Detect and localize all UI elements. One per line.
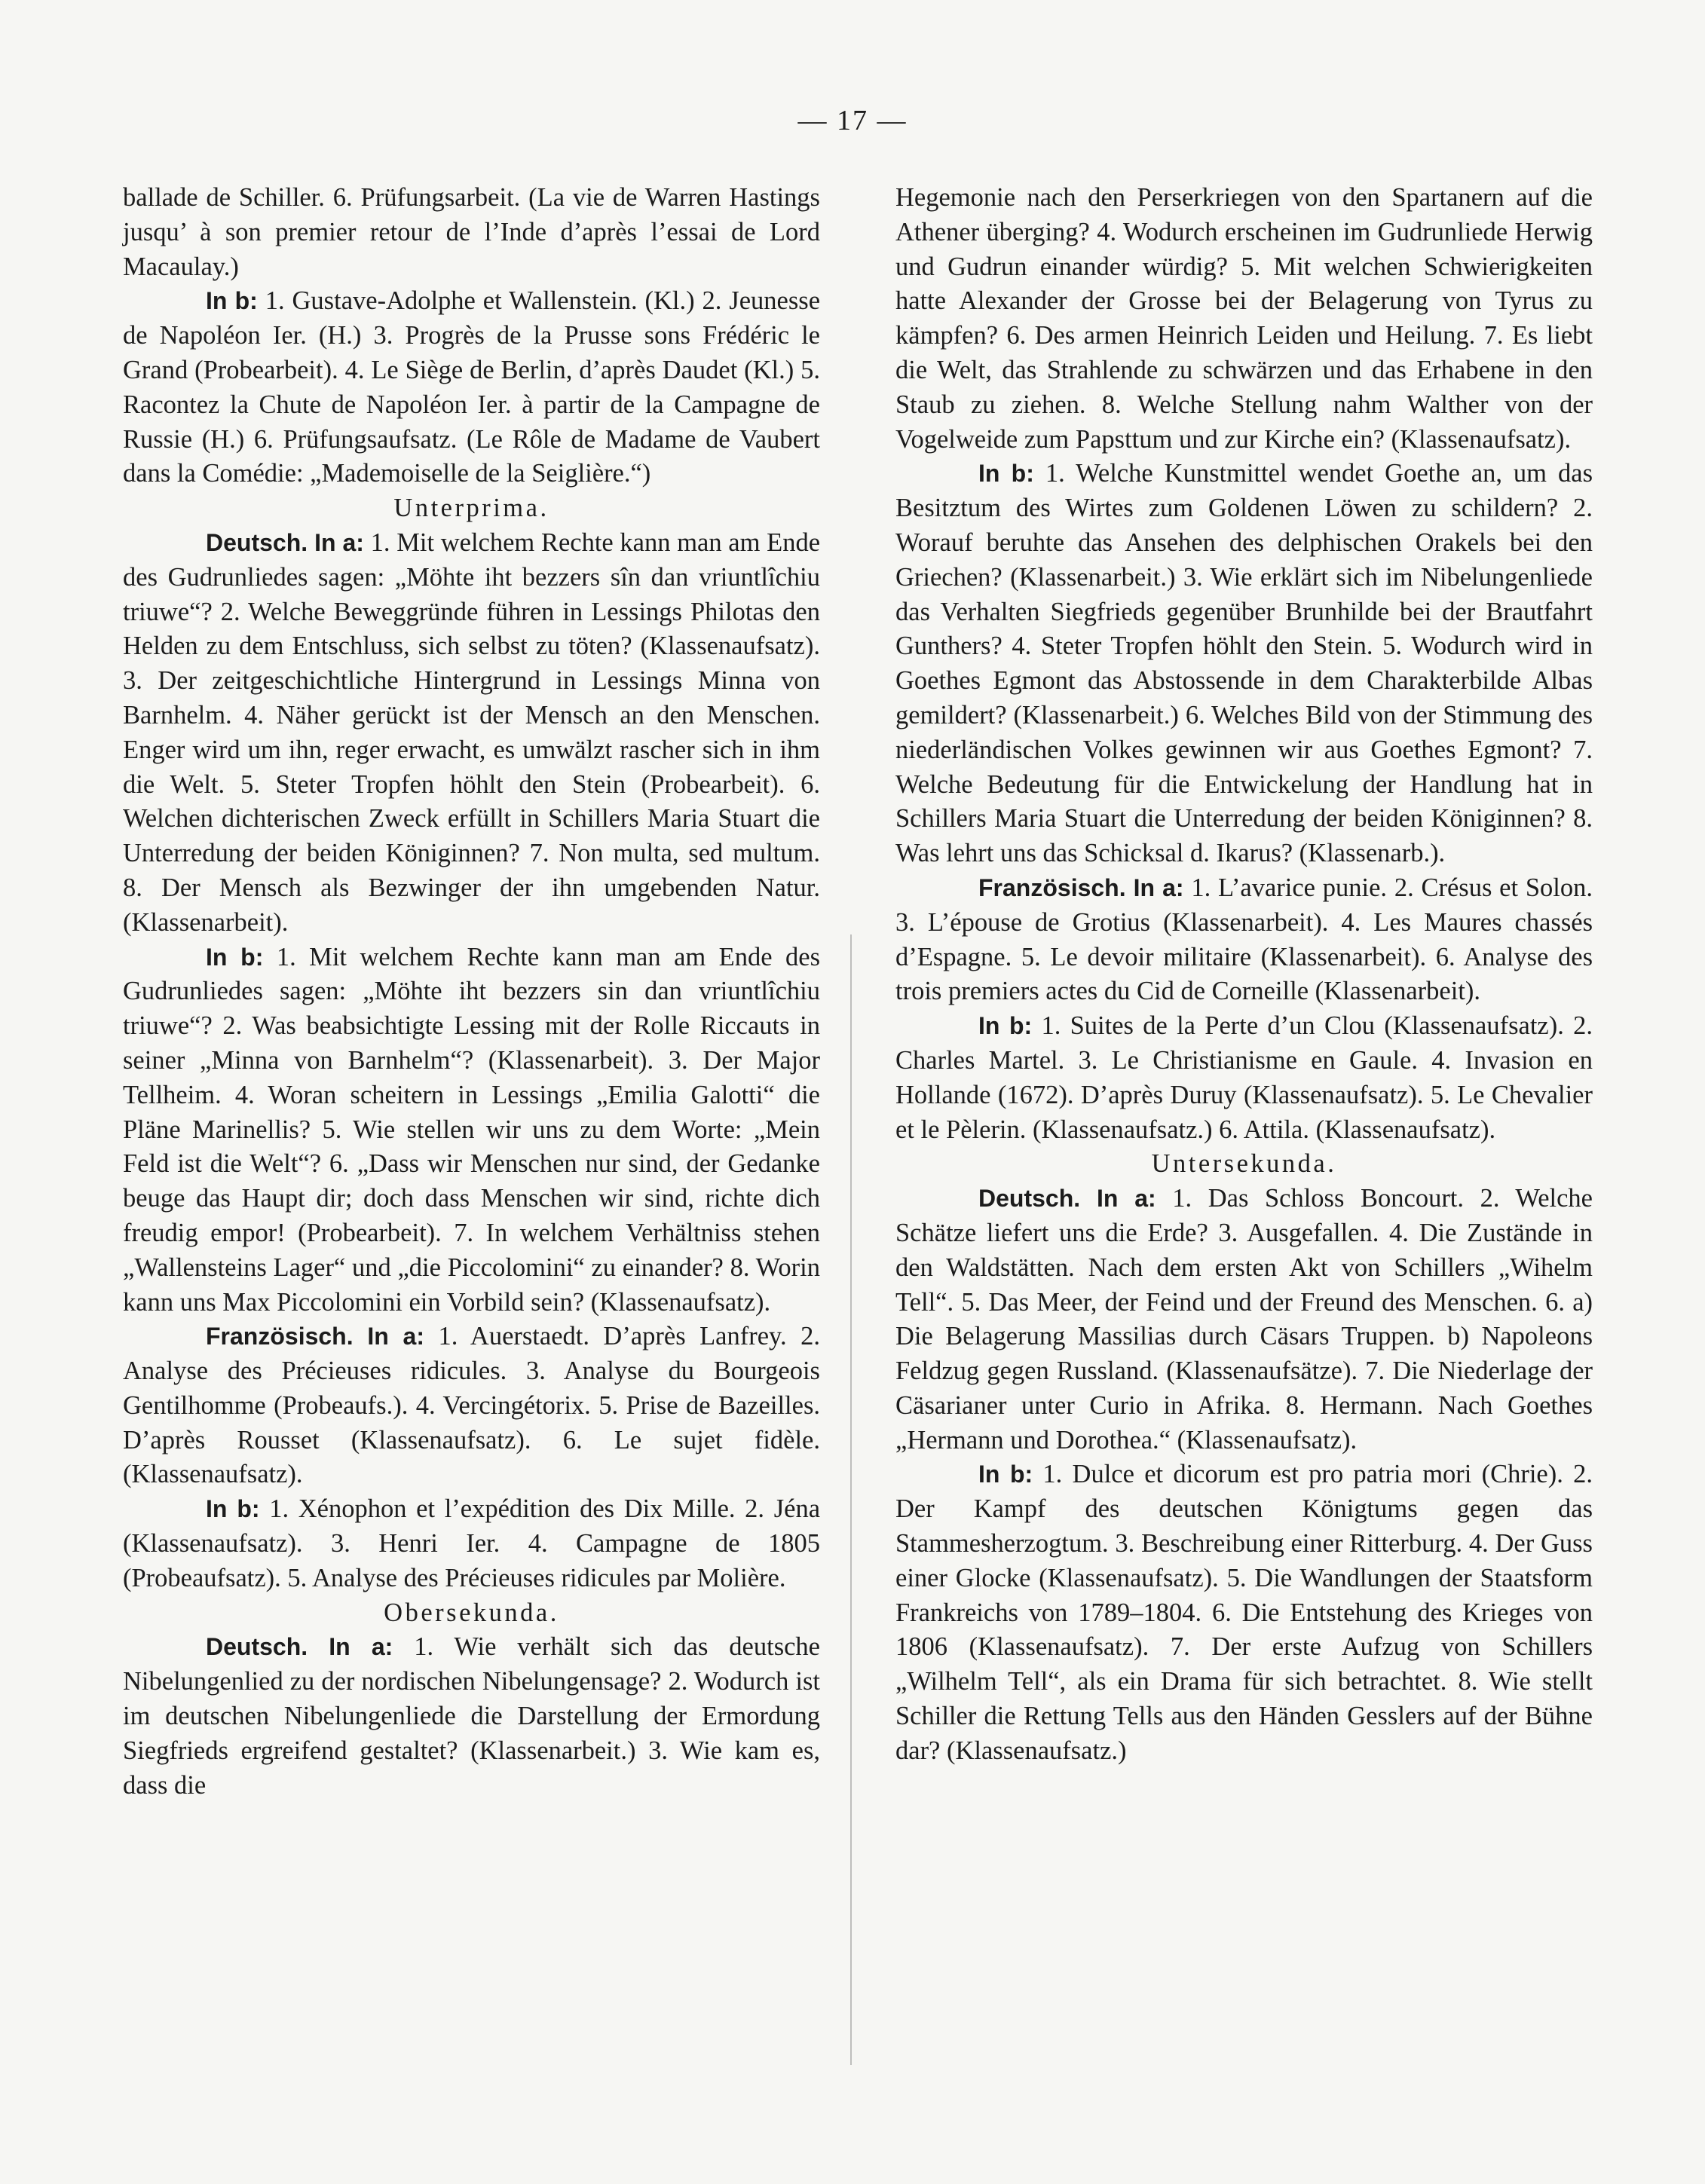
paragraph (123, 284, 820, 491)
section-label: Französisch. In a: (206, 1323, 424, 1350)
section-label: In b: (206, 943, 264, 971)
section-label: In b: (978, 1461, 1033, 1488)
paragraph-text: 1. Mit welchem Rechte kann man am Ende des Gudrunliedes sagen: „Möhte iht bezzers sin dan vriuntlîchiu triuwe“? 2. Was beabsichtigte Lessing mit der Rolle Riccauts in seiner „Minna von Barnhelm“? (Klassenarbeit). 3. Der Major Tellheim. 4. Woran scheitern in Lessings „Emilia Galotti“ die Pläne Marinellis? 5. Wie stellen wir uns zu dem Worte: „Mein Feld ist die Welt“? 6. „Dass wir Menschen nur sind, der Gedanke beuge das Haupt dir; doch dass Menschen wir sind, richte dich freudig empor! (Probearbeit). 7. In welchem Verhältniss stehen „Wallensteins Lager“ und „die Piccolomini“ zu einander? 8. Worin kann uns Max Piccolomini ein Vorbild sein? (Klassenaufsatz). (123, 942, 821, 1317)
paragraph (123, 1630, 820, 1803)
paragraph (123, 1492, 820, 1595)
section-label: In b: (206, 1495, 260, 1523)
paragraph-text: 1. Dulce et dicorum est pro patria mori (Chrie). 2. Der Kampf des deutschen Königtums gegen das Stammesherzogtum. 3. Beschreibung einer Ritterburg. 4. Der Guss einer Glocke (Klassenaufsatz). 5. Die Wandlungen der Staatsform Frankreichs von 1789–1804. 6. Die Entstehung des Krieges von 1806 (Klassenaufsatz). 7. Der erste Aufzug von Schillers „Wilhelm Tell“, als ein Drama für sich betrachtet. 8. Wie stellt Schiller die Rettung Tells aus den Händen Gesslers auf der Bühne dar? (Klassenaufsatz.) (895, 1460, 1593, 1765)
section-label: Deutsch. In a: (206, 528, 364, 556)
section-label: Französisch. In a: (978, 873, 1184, 901)
right-column (895, 181, 1593, 1769)
paragraph-text: 1. Auerstaedt. D’après Lanfrey. 2. Analyse des Précieuses ridicules. 3. Analyse du Bourgeois Gentilhomme (Probeaufs.). 4. Vercingétorix. 5. Prise de Bazeilles. D’après Rousset (Klassenaufsatz). 6. Le sujet fidèle. (Klassenaufsatz). (123, 1322, 821, 1489)
paragraph-text: 1. Wie verhält sich das deutsche Nibelungenlied zu der nordischen Nibelungensage? 2. Wodurch ist im deutschen Nibelungenliede die Darstellung der Ermordung Siegfrieds ergreifend gestaltet? (Klassenarbeit.) 3. Wie kam es, dass die (123, 1632, 820, 1800)
column-divider (850, 934, 852, 2065)
paragraph (895, 1458, 1593, 1768)
section-label: In b: (978, 460, 1034, 488)
left-column (123, 181, 820, 1803)
paragraph-text: 1. Mit welchem Rechte kann man am Ende des Gudrunliedes sagen: „Möhte iht bezzers sîn dan vriuntlîchiu triuwe“? 2. Welche Beweggründe führen in Lessings Philotas den Helden zu dem Entschluss, sich selbst zu töten? (Klassenaufsatz). 3. Der zeitgeschichtliche Hintergrund in Lessings Minna von Barnhelm. 4. Näher gerückt ist der Mensch an den Menschen. Enger wird um ihn, reger erwacht, es umwälzt rascher sich in ihm die Welt. 5. Steter Tropfen höhlt den Stein (Probearbeit). 6. Welchen dichterischen Zweck erfüllt in Schillers Maria Stuart die Unterredung der beiden Königinnen? 7. Non multa, sed multum. 8. Der Mensch als Bezwinger der ihn umgebenden Natur. (Klassenarbeit). (123, 528, 821, 937)
section-heading-untersekunda: Untersekunda. (1151, 1149, 1337, 1179)
paragraph (895, 1182, 1593, 1458)
paragraph (123, 1320, 820, 1492)
section-label: Deutsch. In a: (978, 1185, 1156, 1213)
paragraph-text: 1. Gustave-Adolphe et Wallenstein. (Kl.) 2. Jeunesse de Napoléon Ier. (H.) 3. Progrès de la Prusse sons Frédéric le Grand (Probearbeit). 4. Le Siège de Berlin, d’après Daudet (Kl.) 5. Racontez la Chute de Napoléon Ier. à partir de la Campagne de Russie (H.) 6. Prüfungsaufsatz. (Le Rôle de Madame de Vaubert dans la Comédie: „Mademoiselle de la Seiglière.“) (123, 286, 821, 488)
paragraph (123, 526, 820, 941)
paragraph (895, 457, 1593, 871)
paragraph (895, 871, 1593, 1009)
page-number: — 17 — (797, 105, 908, 136)
paragraph (895, 1009, 1593, 1147)
paragraph-text: 1. Xénophon et l’expédition des Dix Mille. 2. Jéna (Klassenaufsatz). 3. Henri Ier. 4. Campagne de 1805 (Probeaufsatz). 5. Analyse des Précieuses ridicules par Molière. (123, 1494, 821, 1592)
paragraph: Hegemonie nach den Perserkriegen von den Spartanern auf die Athener überging? 4. Wodurch erscheinen im Gudrunliede Herwig und Gudrun einander würdig? 5. Mit welchen Schwierigkeiten hatte Alexander der Grosse bei der Belagerung von Tyrus zu kämpfen? 6. Des armen Heinrich Leiden und Heilung. 7. Es liebt die Welt, das Strahlende zu schwärzen und das Erhabene in den Staub zu ziehen. 8. Welche Stellung nahm Walther von der Vogelweide zum Papsttum und zur Kirche ein? (Klassenaufsatz). (895, 183, 1593, 454)
section-heading-unterprima: Unterprima. (393, 494, 549, 523)
section-label: In b: (978, 1012, 1033, 1040)
paragraph-text: 1. L’avarice punie. 2. Crésus et Solon. 3. L’épouse de Grotius (Klassenarbeit). 4. Les Maures chassés d’Espagne. 5. Le devoir militaire (Klassenarbeit). 6. Analyse des trois premiers actes du Cid de Corneille (Klassenarbeit). (895, 873, 1593, 1006)
section-label: Deutsch. In a: (206, 1633, 393, 1661)
paragraph-text: 1. Welche Kunstmittel wendet Goethe an, um das Besitztum des Wirtes zum Goldenen Löwen zu schildern? 2. Worauf beruhte das Ansehen des delphischen Orakels bei den Griechen? (Klassenarbeit.) 3. Wie erklärt sich im Nibelungenliede das Verhalten Siegfrieds gegenüber Brunhilde bei der Brautfahrt Gunthers? 4. Steter Tropfen höhlt den Stein. 5. Wodurch wird in Goethes Egmont das Abstossende in dem Charakterbilde Albas gemildert? (Klassenarbeit.) 6. Welches Bild von der Stimmung des niederländischen Volkes gewinnen wir aus Goethes Egmont? 7. Welche Bedeutung für die Entwickelung der Handlung hat in Schillers Maria Stuart die Unterredung der beiden Königinnen? 8. Was lehrt uns das Schicksal d. Ikarus? (Klassenarb.). (895, 459, 1593, 868)
paragraph: ballade de Schiller. 6. Prüfungsarbeit. (La vie de Warren Hastings jusqu’ à son premier retour de l’Inde d’après l’essai de Lord Macaulay.) (123, 183, 820, 281)
paragraph-text: 1. Suites de la Perte d’un Clou (Klassenaufsatz). 2. Charles Martel. 3. Le Christianisme en Gaule. 4. Invasion en Hollande (1672). D’après Duruy (Klassenaufsatz). 5. Le Chevalier et le Pèlerin. (Klassenaufsatz.) 6. Attila. (Klassenaufsatz). (895, 1011, 1593, 1144)
section-heading-obersekunda: Obersekunda. (384, 1598, 559, 1627)
paragraph-text: 1. Das Schloss Boncourt. 2. Welche Schätze liefert uns die Erde? 3. Ausgefallen. 4. Die Zustände in den Waldstätten. Nach dem ersten Akt von Schillers „Wihelm Tell“. 5. Das Meer, der Feind und der Freund des Menschen. 6. a) Die Belagerung Massilias durch Cäsars Truppen. b) Napoleons Feldzug gegen Russland. (Klassenaufsätze). 7. Die Niederlage der Cäsarianer unter Curio in Afrika. 8. Hermann. Nach Goethes „Hermann und Dorothea.“ (Klassenaufsatz). (895, 1184, 1593, 1454)
section-label: In b: (206, 287, 258, 315)
paragraph (123, 941, 820, 1320)
